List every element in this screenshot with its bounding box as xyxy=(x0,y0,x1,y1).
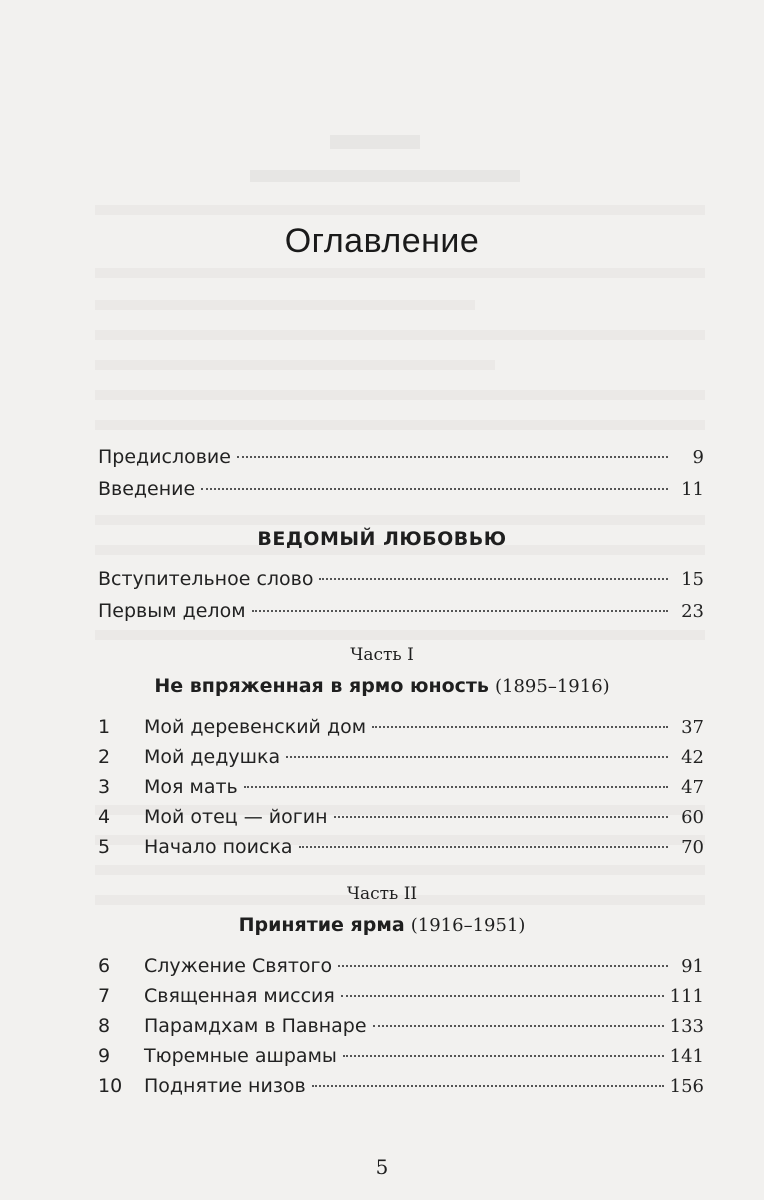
toc-entry-preface[interactable] xyxy=(98,446,704,472)
toc-entry-page: 70 xyxy=(681,837,704,858)
bleed-through-texture xyxy=(330,135,420,149)
toc-entry-page: 9 xyxy=(692,447,704,468)
toc-entry-page: 11 xyxy=(681,479,704,500)
toc-entry-label: Вступительное слово xyxy=(98,568,314,590)
bleed-through-texture xyxy=(95,630,705,640)
dot-leader xyxy=(201,488,668,490)
dot-leader xyxy=(237,456,668,458)
chapter-number: 5 xyxy=(98,836,111,858)
toc-chapter-6[interactable] xyxy=(98,955,704,981)
toc-entry-label: Предисловие xyxy=(98,446,231,468)
chapter-number: 9 xyxy=(98,1045,111,1067)
bleed-through-texture xyxy=(95,515,705,525)
toc-entry-label: Поднятие низов xyxy=(144,1075,306,1097)
toc-entry-introduction[interactable] xyxy=(98,478,704,504)
chapter-number: 3 xyxy=(98,776,111,798)
dot-leader xyxy=(299,846,668,848)
part1-title xyxy=(0,675,764,697)
toc-entry-page: 15 xyxy=(681,569,704,590)
toc-entry-page: 37 xyxy=(681,717,704,738)
toc-chapter-2[interactable] xyxy=(98,746,704,772)
dot-leader xyxy=(319,578,668,580)
dot-leader xyxy=(372,726,668,728)
bleed-through-texture xyxy=(95,865,705,875)
toc-chapter-7[interactable] xyxy=(98,985,704,1011)
chapter-number: 10 xyxy=(98,1075,123,1097)
toc-entry-label: Священная миссия xyxy=(144,985,335,1007)
chapter-number: 8 xyxy=(98,1015,111,1037)
toc-entry-page: 60 xyxy=(681,807,704,828)
chapter-number: 7 xyxy=(98,985,111,1007)
toc-chapter-9[interactable] xyxy=(98,1045,704,1071)
dot-leader xyxy=(244,786,668,788)
toc-entry-label: Парамдхам в Павнаре xyxy=(144,1015,367,1037)
toc-chapter-8[interactable] xyxy=(98,1015,704,1041)
part1-title-name: Не впряженная в ярмо юность xyxy=(154,675,489,697)
toc-chapter-10[interactable] xyxy=(98,1075,704,1101)
part2-label: Часть II xyxy=(346,884,418,904)
toc-chapter-4[interactable] xyxy=(98,806,704,832)
toc-chapter-1[interactable] xyxy=(98,716,704,742)
toc-entry-page: 141 xyxy=(669,1046,704,1067)
toc-entry-label: Мой деревенский дом xyxy=(144,716,367,738)
toc-entry-label: Служение Святого xyxy=(144,955,333,977)
chapter-number: 4 xyxy=(98,806,111,828)
toc-entry-label: Введение xyxy=(98,478,196,500)
part1-title-years: (1895–1916) xyxy=(495,676,610,697)
toc-entry-first-things[interactable] xyxy=(98,600,704,626)
dot-leader xyxy=(341,995,664,997)
toc-entry-label: Мой отец — йогин xyxy=(144,806,328,828)
toc-chapter-5[interactable] xyxy=(98,836,704,862)
bleed-through-texture xyxy=(95,205,705,215)
toc-entry-page: 111 xyxy=(669,986,704,1007)
page-number: 5 xyxy=(375,1155,389,1179)
dot-leader xyxy=(252,610,668,612)
toc-entry-page: 133 xyxy=(669,1016,704,1037)
dot-leader xyxy=(286,756,668,758)
chapter-number: 2 xyxy=(98,746,111,768)
dot-leader xyxy=(312,1085,664,1087)
chapter-number: 6 xyxy=(98,955,111,977)
part2-title-years: (1916–1951) xyxy=(410,915,526,936)
toc-entry-label: Начало поиска xyxy=(144,836,293,858)
part2-title-name: Принятие ярма xyxy=(238,914,405,936)
bleed-through-texture xyxy=(250,170,520,182)
toc-entry-label: Первым делом xyxy=(98,600,246,622)
bleed-through-texture xyxy=(95,420,705,430)
dot-leader xyxy=(373,1025,664,1027)
chapter-number: 1 xyxy=(98,716,111,738)
toc-entry-foreword[interactable] xyxy=(98,568,704,594)
part2-title xyxy=(0,914,764,936)
dot-leader xyxy=(338,965,668,967)
toc-entry-label: Мой дедушка xyxy=(144,746,281,768)
toc-entry-page: 23 xyxy=(681,601,704,622)
dot-leader xyxy=(343,1055,664,1057)
bleed-through-texture xyxy=(95,330,705,340)
bleed-through-texture xyxy=(95,390,705,400)
bleed-through-texture xyxy=(95,360,495,370)
part1-label: Часть I xyxy=(350,645,414,665)
page-title: Оглавление xyxy=(284,222,480,260)
toc-entry-page: 47 xyxy=(681,777,704,798)
section-heading: ВЕДОМЫЙ ЛЮБОВЬЮ xyxy=(257,528,507,550)
dot-leader xyxy=(334,816,668,818)
toc-entry-label: Моя мать xyxy=(144,776,238,798)
bleed-through-texture xyxy=(95,300,475,310)
toc-entry-page: 91 xyxy=(681,956,704,977)
toc-entry-page: 42 xyxy=(681,747,704,768)
bleed-through-texture xyxy=(95,268,705,278)
toc-entry-label: Тюремные ашрамы xyxy=(144,1045,337,1067)
toc-chapter-3[interactable] xyxy=(98,776,704,802)
toc-entry-page: 156 xyxy=(669,1076,704,1097)
